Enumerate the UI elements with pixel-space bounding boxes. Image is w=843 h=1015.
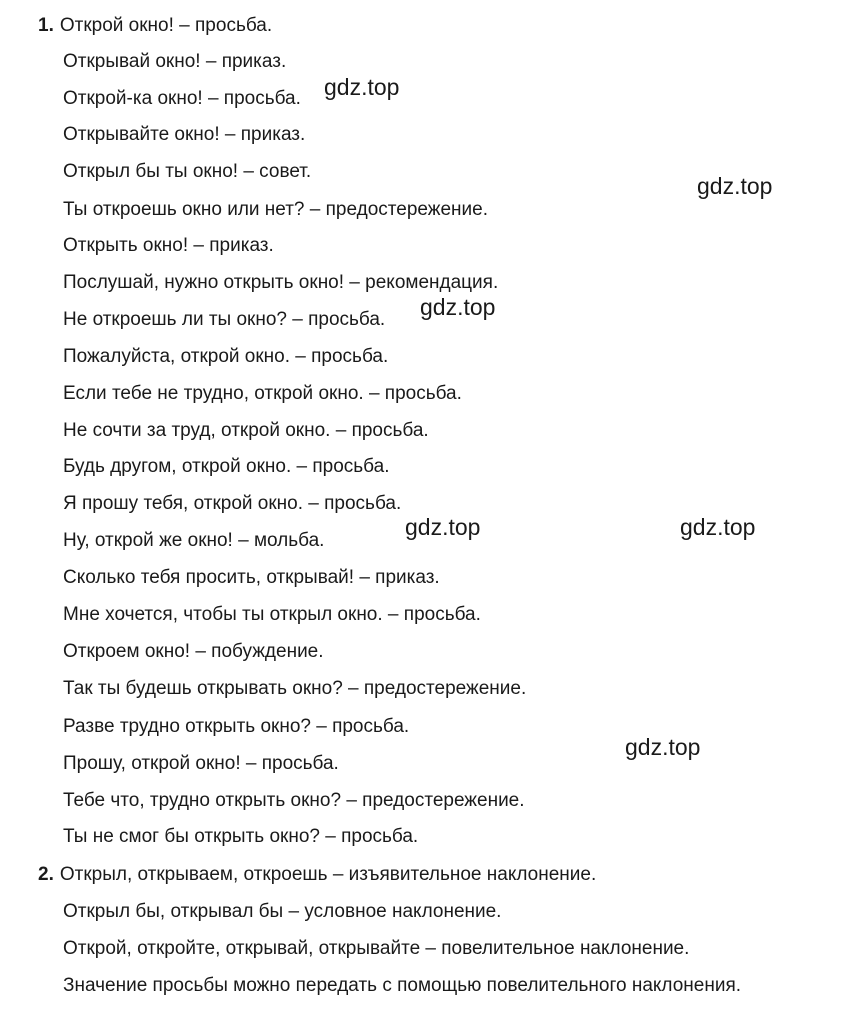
sentence: Открой, откройте, открывай, открывайте – повелительное наклонение.	[63, 938, 690, 959]
section-2-number: 2.	[38, 864, 54, 885]
sentence: Прошу, открой окно! – просьба.	[63, 753, 339, 774]
sentence: Послушай, нужно открыть окно! – рекомендация.	[63, 272, 499, 293]
sentence: Так ты будешь открывать окно? – предостережение.	[63, 678, 527, 699]
sentence: Открыл бы, открывал бы – условное наклонение.	[63, 901, 502, 922]
sentence: Открой-ка окно! – просьба.	[63, 88, 301, 109]
sentence: Открой окно! – просьба.	[59, 15, 273, 36]
section-2-line-1	[38, 864, 596, 886]
sentence: Тебе что, трудно открыть окно? – предостережение.	[63, 790, 525, 811]
sentence: Открыл, открываем, откроешь – изъявительное наклонение.	[59, 864, 597, 885]
sentence: Значение просьбы можно передать с помощью повелительного наклонения.	[63, 975, 742, 996]
sentence: Откроем окно! – побуждение.	[63, 641, 324, 662]
watermark: gdz.top	[324, 74, 400, 100]
sentence: Не сочти за труд, открой окно. – просьба.	[63, 420, 429, 441]
sentence: Ты не смог бы открыть окно? – просьба.	[63, 826, 419, 847]
sentence: Открывайте окно! – приказ.	[63, 124, 306, 145]
section-1-line-1	[38, 15, 272, 37]
sentence: Ну, открой же окно! – мольба.	[63, 530, 325, 551]
watermark: gdz.top	[405, 514, 481, 540]
sentence: Будь другом, открой окно. – просьба.	[63, 456, 390, 477]
sentence: Разве трудно открыть окно? – просьба.	[63, 716, 410, 737]
watermark: gdz.top	[420, 294, 496, 320]
sentence: Пожалуйста, открой окно. – просьба.	[63, 346, 389, 367]
sentence: Если тебе не трудно, открой окно. – просьба.	[63, 383, 462, 404]
sentence: Мне хочется, чтобы ты открыл окно. – просьба.	[63, 604, 481, 625]
watermark: gdz.top	[680, 514, 756, 540]
sentence: Открыть окно! – приказ.	[63, 235, 274, 256]
sentence: Ты откроешь окно или нет? – предостережение.	[63, 199, 488, 220]
sentence: Я прошу тебя, открой окно. – просьба.	[63, 493, 402, 514]
section-1-number: 1.	[38, 15, 54, 36]
sentence: Сколько тебя просить, открывай! – приказ.	[63, 567, 440, 588]
watermark: gdz.top	[625, 734, 701, 760]
sentence: Открывай окно! – приказ.	[63, 51, 287, 72]
sentence: Открыл бы ты окно! – совет.	[63, 161, 312, 182]
watermark: gdz.top	[697, 173, 773, 199]
sentence: Не откроешь ли ты окно? – просьба.	[63, 309, 386, 330]
